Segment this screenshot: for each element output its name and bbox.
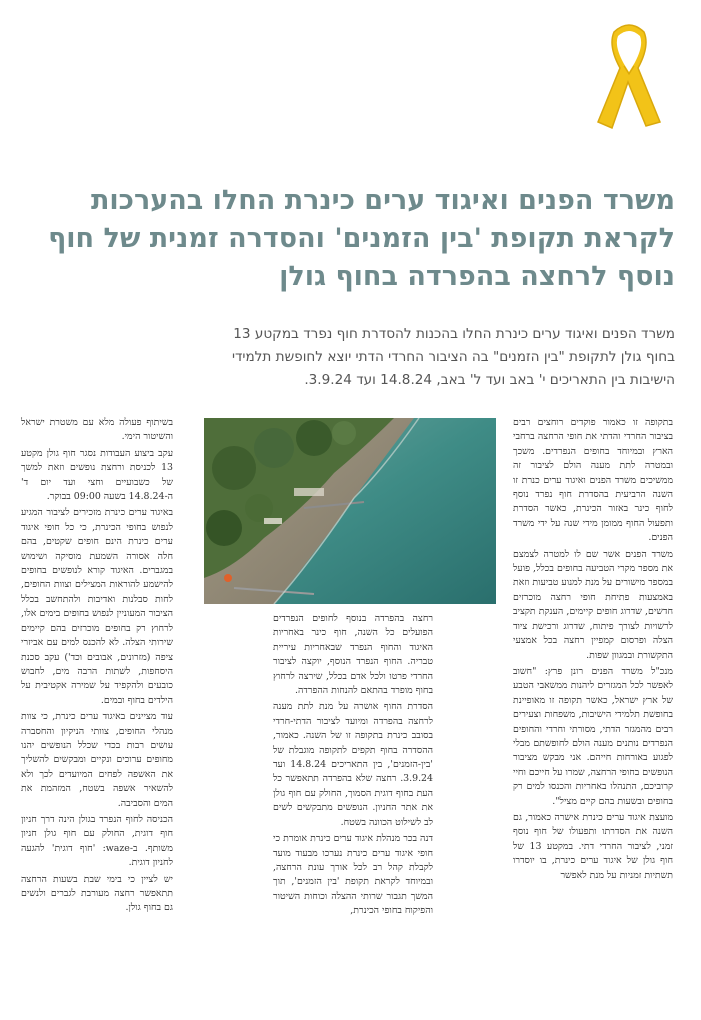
paragraph: מועצת איגוד ערים כינרת אישרה כאמור, גם השנה את הסדרתו ותפעולו של חוף נוסף זמני, לציבור החרדי דתי. במקטע 13 של חוף גולן של איגוד ערים כינרת, בו יוסדרו תשתיות זמניות על מנת לאפשר: [513, 811, 673, 881]
lead-paragraph: [25, 323, 675, 392]
headline: [25, 182, 675, 296]
paragraph: דנה בכר מנהלת איגוד ערים כינרת אומרת כי חופי איגוד ערים כינרת נערכו מבעוד מועד לקבלת קהל רב לכל אורך עונת הרחצה, ובמיוחד לקראת תקופת 'בין הזמנים', תוך המשך תגבור שרותי ההצלה וכוחות השיטור והפיקוח בחופי הכינרת,: [273, 833, 433, 917]
headline-line-2: לקראת תקופת 'בין הזמנים' והסדרה זמנית של חוף: [48, 223, 675, 254]
paragraph: יש לציין כי בימי שבת בשעות הרחצה תתאפשר רחצה מעורבת לגברים ולנשים גם בחוף גולן.: [21, 873, 173, 914]
beach-aerial-photo: [204, 418, 496, 604]
paragraph: מנכ"ל משרד הפנים רונן פרץ: "חשוב לאפשר לכל המגזרים ליהנות ממשאבי הטבע של ארץ ישראל, כאשר תקופה זו מאופיינת בחופשת תלמידי הישיבות, משפחות וצעירים רבים מהמגזר הדתי, מסורתי וחרדי והחופים הנפרדים נותנים מענה הולם לחופשתם מבלי לפגוע באורחות חייהם. אני מבקש מציבור הנופשים בחופי הרחצה, שמרו על חייכם וחיי קרוביכם, התנהלו באחריות והכנסו למים רק בחופים ובשעות בהם קיים מציל".: [513, 665, 673, 807]
paragraph: בתקופה זו כאמור פוקדים רוחצים רבים בציבור החרדי והדתי את חופי הרחצה ברחבי הארץ ובמיוחד בחופים הנפרדים. משכך ובמטרה לתת מענה הולם לציבור זה ממשיכים משרד הפנים ואיגוד ערים כנרת זו השנה הרביעית בהסדרת חוף נפרד נוסף לחוף כינר באזור הכינרת, כאשר הסדרת ותפעול החוף ממומן מידי שנה על ידי משרד הפנים.: [513, 417, 673, 544]
paragraph: רחצה בהפרדה בנוסף לחופים הנפרדים הפועלים כל השנה, חוף כינר באחריות האיגוד והחוף הנפרד שבאחריות עיריית טבריה. החוף הנפרד הנוסף, יוקצה לציבור החרדי פרטו ולכל אדם בכלל, שירצה לרחוץ בחוף מופרד בהתאם להנחות ההפרדה.: [273, 613, 433, 697]
paragraph: הסדרת החוף אושרה על מנת לתת מענה לרחצה בהפרדה ומיועד לציבור הדתי-חרדי בסובב כינרת בתקופה זו של השנה. כאמור, ההסדרה בחוף תקפים לתקופה מוגבלת של 'בין-הזמנים', בין התאריכים 14.8.24 ועד 3.9.24. רחצה שלא בהפרדה תתאפשר כל העת בחוף דוגית הסמוך, החולק עם חוף גולן את אתר החניון. הנופשים מתבקשים לשים לב לשילוט הכוונה בשטח.: [273, 701, 433, 828]
paragraph: באיגוד ערים כינרת מזכירים לציבור המגיע לנפוש בחופי הכינרת, כי כל חופי איגוד ערים כינרת הינם חופים שקטים, בהם חלה אסורה השמעת מוסיקה ושימוש במגברים. האיגוד קורא לנופשים בחופים להישמע להוראות המצילים וצוות החופים, לחות סבלנות ואדיבות ולהתחשב בכלל הציבור המעוניין לנפוש בחופים בימים אלו, לרחוץ רק בחופים מוכרזים בהם קיימים שירותי הצלה. לא להכנס למים עם אביזרי ציפה (מזרונים, אבובים וכד') עקב סכנת היסחפות, לשתות הרבה מים, לחבוש כובעים ולהקפיד על שמירה אקטיבית על הילדים בחוף ובמים.: [21, 507, 173, 706]
paragraph: בשיתוף פעולה מלא עם משטרת ישראל והשיטור הימי.: [21, 417, 173, 443]
headline-line-3: נוסף לרחצה בהפרדה בחוף גולן: [279, 261, 675, 292]
lead-line-2: בחוף גולן לתקופת "בין הזמנים" בה הציבור החרדי הדתי יוצא לחופשת תלמידי: [231, 349, 675, 365]
yellow-ribbon-icon: [594, 22, 664, 132]
article-column-middle: [273, 612, 433, 1016]
paragraph: משרד הפנים אשר שם לו למטרה לצמצם את מספר מקרי הטביעה בחופים בכלל, פועל במספר מישורים על מנת למנוע טביעות וזאת באמצעות פתיחת חופי רחצה מוכרזים חדשים, שדרוג חופים קיימים, הענקת תקציב לרשויות לצורך פיתוח, שדרוג ורכישת ציוד הצלה ופרסום קמפיין רחצה בכל אמצעי התקשורת ובמגוון שפות.: [513, 548, 673, 661]
lead-line-1: משרד הפנים ואיגוד ערים כינרת החלו בהכנות להסדרת חוף נפרד במקטע 13: [233, 326, 675, 342]
article-column-left: [21, 416, 173, 1016]
lead-line-3: הישיבות בין התאריכים י' באב ועד ל' באב, 14.8.24 ועד 3.9.24.: [304, 372, 675, 388]
paragraph: עוד מציינים באיגוד ערים כינרת, כי צוות מנהלי החופים, צוותי הניקיון והחסברה עושים רבות בכדי שכלל הנופשים יהנו מחופים ערוכים ונקיים ומבקשים להשליך את האשפה לפחים המיועדים לכך ולא להשאיר אשפה בשטח, המזהמת את המים והסביבה.: [21, 711, 173, 809]
paragraph: עקב ביצוע העבודות נסגר חוף גולן מקטע 13 לכניסת ורחצת נופשים וזאת למשך של כשבועיים וחצי ועד יום ד' ה-14.8.24 בשעה 09:00 בבוקר.: [21, 447, 173, 503]
paragraph: הכניסה לחוף הנפרד בגולן הינה דרך חניון חוף דוגית, החולק עם חוף גולן חניון משותף. ב-waze: 'חוף דוגית' להגעה לחניון דוגית.: [21, 813, 173, 869]
article-column-right: [513, 416, 673, 1016]
headline-line-1: משרד הפנים ואיגוד ערים כינרת החלו בהערכות: [90, 185, 675, 216]
